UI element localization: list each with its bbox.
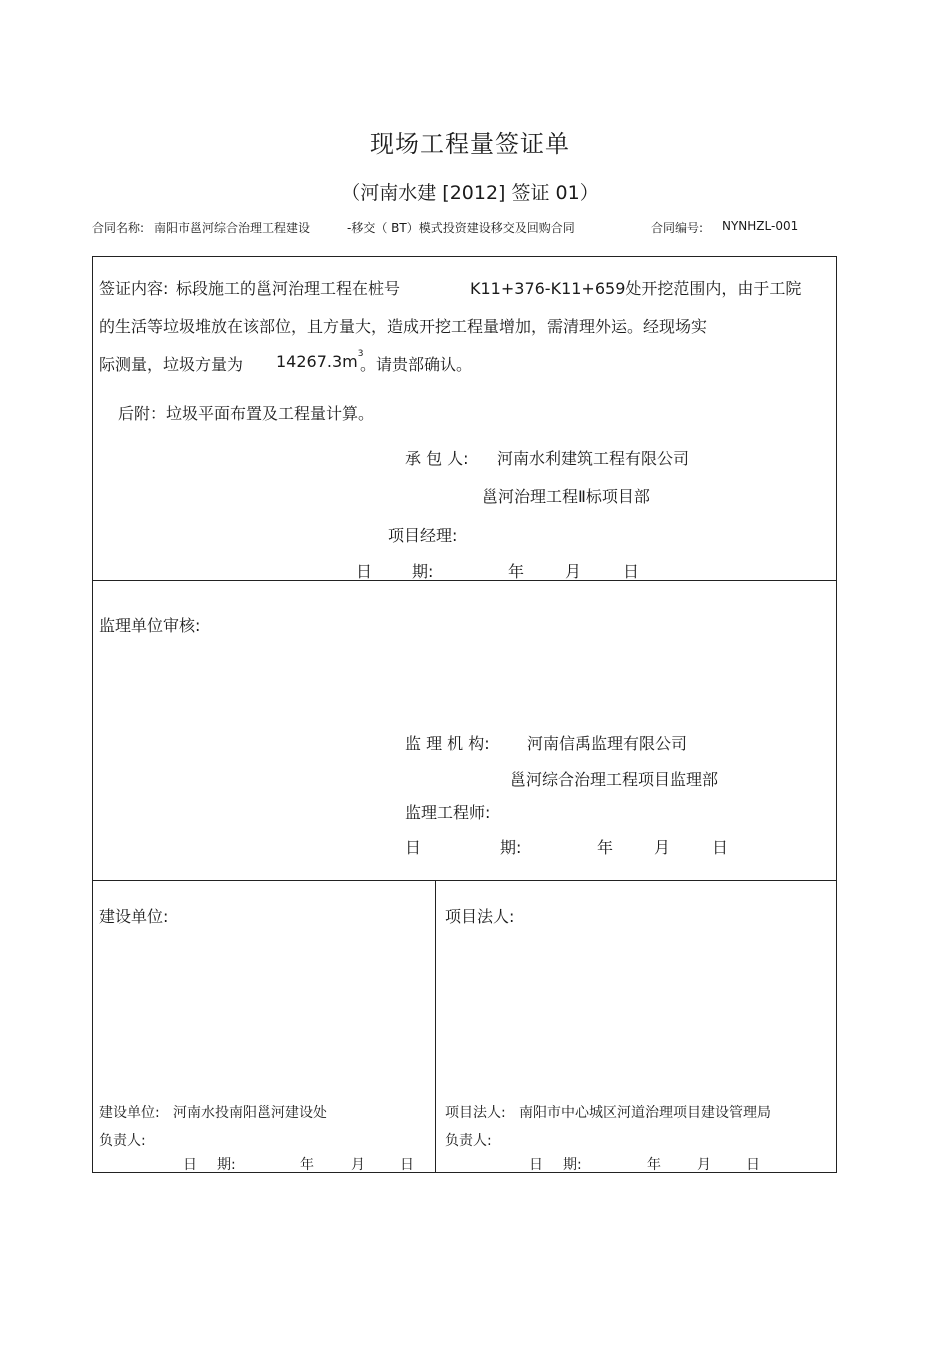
waste-volume xyxy=(276,349,364,371)
supervision-org-name: 河南信禹监理有限公司 xyxy=(527,734,688,753)
legal-date-year: 年 xyxy=(647,1157,661,1173)
supervision-date-ri: 日 xyxy=(405,838,422,857)
visa-line2: 的生活等垃圾堆放在该部位，且方量大，造成开挖工程量增加，需清理外运。经现场实 xyxy=(99,317,708,336)
contract-name-label: 合同名称: xyxy=(92,221,145,235)
supervision-date-qi: 期: xyxy=(500,838,522,857)
supervision-org-label: 监 理 机 构: xyxy=(405,734,490,753)
supervision-engineer-label: 监理工程师: xyxy=(405,803,491,822)
contractor-dept: 邕河治理工程Ⅱ标项目部 xyxy=(482,487,650,506)
manager-label: 项目经理: xyxy=(388,526,458,545)
attachment-note: 后附：垃圾平面布置及工程量计算。 xyxy=(118,404,375,423)
table-border-bottom xyxy=(92,1172,837,1173)
contract-name-part1: 南阳市邕河综合治理工程建设 xyxy=(154,221,311,235)
supervision-date-month: 月 xyxy=(654,838,671,857)
supervision-org-dept: 邕河综合治理工程项目监理部 xyxy=(510,770,719,789)
owner-date-year: 年 xyxy=(300,1157,314,1173)
contractor-label: 承 包 人: xyxy=(405,449,469,468)
date-label-ri: 日 xyxy=(356,562,373,581)
page-title: 现场工程量签证单 xyxy=(370,130,570,158)
owner-date-ri: 日 xyxy=(183,1157,197,1173)
contract-no: NYNHZL-001 xyxy=(722,219,799,233)
owner-date-month: 月 xyxy=(351,1157,365,1173)
table-divider-vertical xyxy=(435,880,436,1173)
table-border-top xyxy=(92,256,837,257)
contractor-name: 河南水利建筑工程有限公司 xyxy=(497,449,690,468)
date-day: 日 xyxy=(623,562,640,581)
table-divider-1 xyxy=(92,580,837,581)
page-subtitle: （河南水建 [2012] 签证 01） xyxy=(341,182,599,204)
visa-line1-a: 标段施工的邕河治理工程在桩号 xyxy=(176,279,401,298)
contract-no-label: 合同编号: xyxy=(651,221,704,235)
legal-unit-name: 南阳市中心城区河道治理项目建设管理局 xyxy=(519,1105,771,1121)
legal-unit-label: 项目法人: xyxy=(445,1105,506,1121)
table-divider-2 xyxy=(92,880,837,881)
visa-label: 签证内容: xyxy=(99,279,169,298)
supervision-date-day: 日 xyxy=(712,838,729,857)
visa-line1-b: K11+376-K11+659处开挖范围内，由于工院 xyxy=(470,279,802,298)
contract-name-part2: -移交（ BT）模式投资建设移交及回购合同 xyxy=(347,221,575,235)
waste-volume-unit-exponent: 3 xyxy=(357,349,364,359)
date-month: 月 xyxy=(565,562,582,581)
date-label-qi: 期: xyxy=(412,562,434,581)
owner-person-label: 负责人: xyxy=(99,1133,146,1149)
owner-label: 建设单位: xyxy=(99,907,169,926)
table-border-left xyxy=(92,256,93,1173)
supervision-label: 监理单位审核: xyxy=(99,616,201,635)
visa-line3-a: 际测量，垃圾方量为 xyxy=(99,355,244,374)
owner-unit-name: 河南水投南阳邕河建设处 xyxy=(173,1105,327,1121)
table-border-right xyxy=(836,256,837,1173)
supervision-date-year: 年 xyxy=(597,838,614,857)
legal-date-month: 月 xyxy=(697,1157,711,1173)
legal-date-ri: 日 xyxy=(529,1157,543,1173)
legal-label: 项目法人: xyxy=(445,907,515,926)
legal-person-label: 负责人: xyxy=(445,1133,492,1149)
legal-date-qi: 期: xyxy=(563,1157,582,1173)
visa-line3-b: 。请贵部确认。 xyxy=(360,355,473,374)
owner-date-qi: 期: xyxy=(217,1157,236,1173)
owner-unit-label: 建设单位: xyxy=(99,1105,160,1121)
legal-date-day: 日 xyxy=(746,1157,760,1173)
owner-date-day: 日 xyxy=(400,1157,414,1173)
date-year: 年 xyxy=(508,562,525,581)
waste-volume-value: 14267.3m xyxy=(276,352,358,371)
